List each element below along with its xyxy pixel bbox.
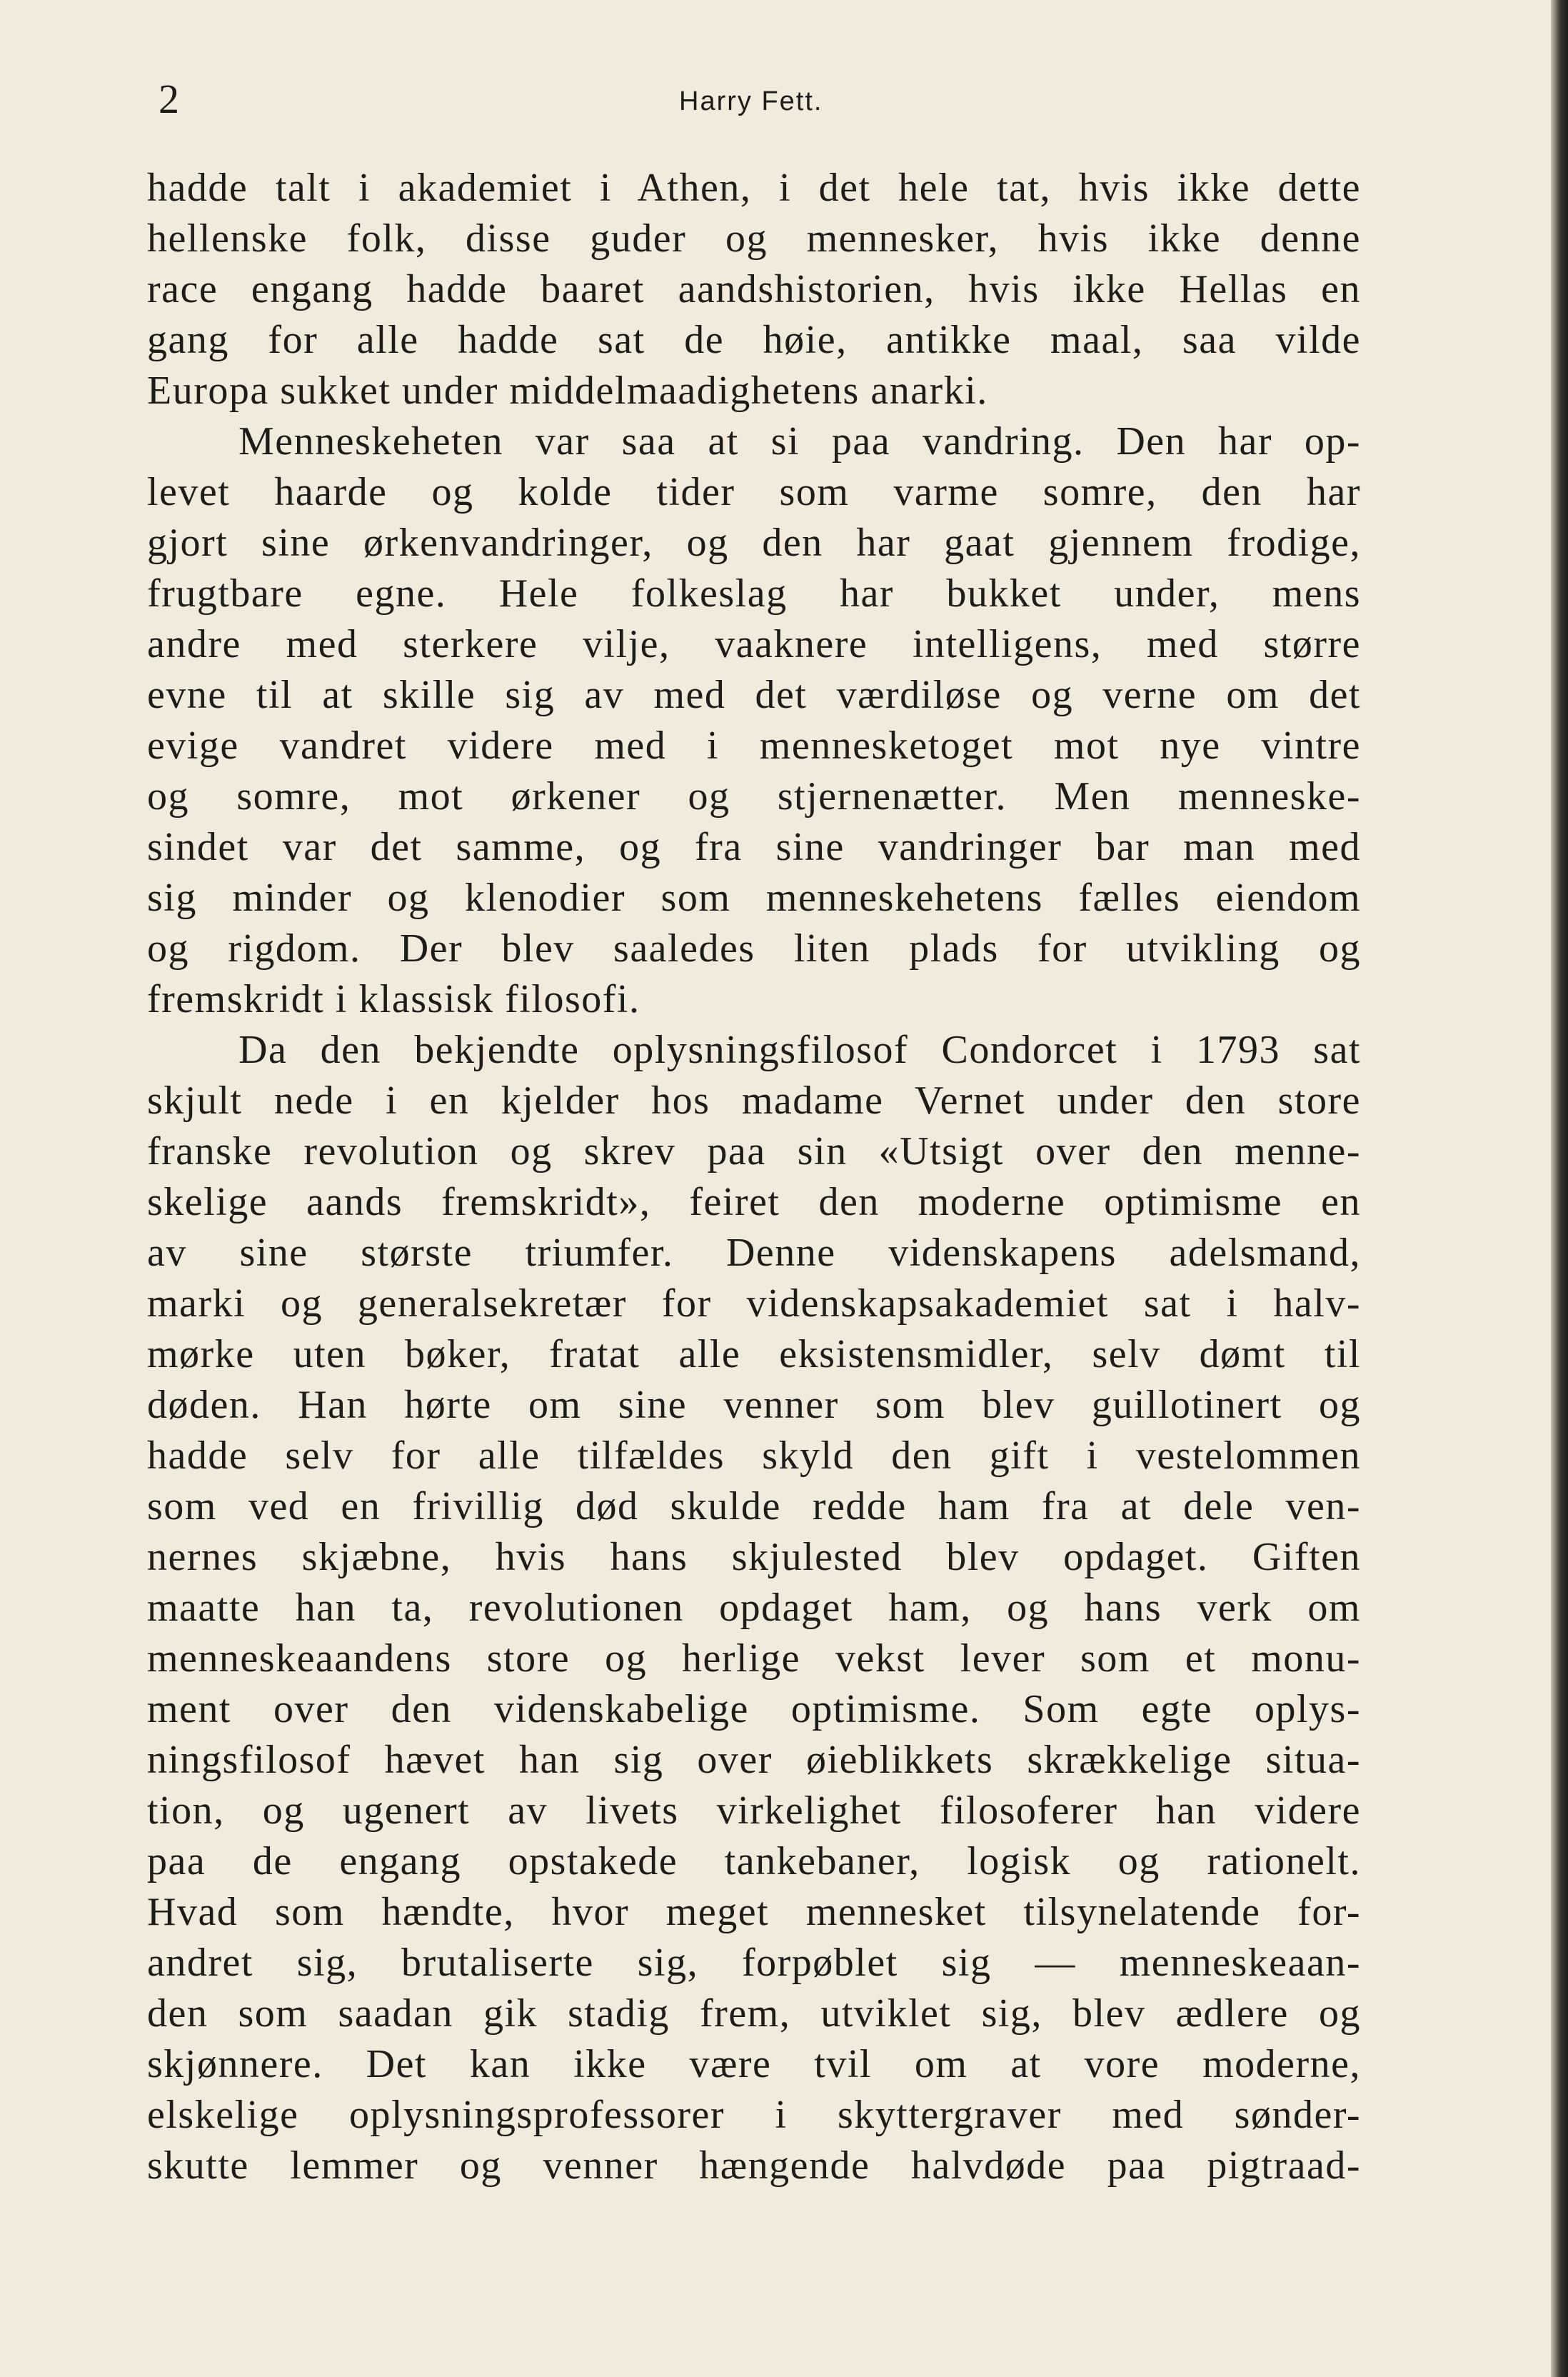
text-line: skjønnere. Det kan ikke være tvil om at vore moderne, — [147, 2042, 1361, 2086]
text-line: andre med sterkere vilje, vaaknere intelligens, med større — [147, 622, 1361, 666]
running-title: Harry Fett. — [679, 86, 823, 116]
text-line: skelige aands fremskridt», feiret den moderne optimisme en — [147, 1180, 1361, 1224]
text-line: og rigdom. Der blev saaledes liten plads for utvikling og — [147, 926, 1361, 971]
text-line: hadde talt i akademiet i Athen, i det hele tat, hvis ikke dette — [147, 166, 1361, 210]
text-line: døden. Han hørte om sine venner som blev guillotinert og — [147, 1383, 1361, 1427]
text-line: evne til at skille sig av med det værdiløse og verne om det — [147, 673, 1361, 717]
text-line: som ved en frivillig død skulde redde ham fra at dele ven- — [147, 1484, 1361, 1528]
text-line: andret sig, brutaliserte sig, forpøblet sig — menneskeaan- — [147, 1941, 1361, 1985]
text-line: og somre, mot ørkener og stjernenætter. Men menneske- — [147, 774, 1361, 819]
text-line: ningsfilosof hævet han sig over øieblikkets skrækkelige situa- — [147, 1738, 1361, 1782]
page-edge-shadow — [1551, 0, 1568, 2377]
text-line: hadde selv for alle tilfældes skyld den gift i vestelommen — [147, 1433, 1361, 1478]
text-line: Hvad som hændte, hvor meget mennesket tilsynelatende for- — [147, 1890, 1361, 1934]
text-line: fremskridt i klassisk filosofi. — [147, 977, 640, 1021]
text-line: levet haarde og kolde tider som varme somre, den har — [147, 470, 1361, 514]
text-line: franske revolution og skrev paa sin «Utsigt over den menne- — [147, 1129, 1361, 1174]
text-line: hellenske folk, disse guder og mennesker, hvis ikke denne — [147, 216, 1361, 261]
text-line: Menneskeheten var saa at si paa vandring. Den har op- — [238, 419, 1361, 464]
text-line: skutte lemmer og venner hængende halvdøde paa pigtraad- — [147, 2143, 1361, 2188]
text-line: den som saadan gik stadig frem, utviklet sig, blev ædlere og — [147, 1991, 1361, 2036]
text-line: paa de engang opstakede tankebaner, logisk og rationelt. — [147, 1839, 1361, 1883]
text-line: menneskeaandens store og herlige vekst lever som et monu- — [147, 1636, 1361, 1681]
text-line: Da den bekjendte oplysningsfilosof Condorcet i 1793 sat — [238, 1028, 1361, 1072]
text-line: sindet var det samme, og fra sine vandringer bar man med — [147, 825, 1361, 869]
text-line: evige vandret videre med i mennesketoget mot nye vintre — [147, 724, 1361, 768]
text-line: av sine største triumfer. Denne videnskapens adelsmand, — [147, 1231, 1361, 1275]
text-line: tion, og ugenert av livets virkelighet filosoferer han videre — [147, 1788, 1361, 1833]
text-line: nernes skjæbne, hvis hans skjulested blev opdaget. Giften — [147, 1535, 1361, 1579]
text-line: elskelige oplysningsprofessorer i skyttergraver med sønder- — [147, 2093, 1361, 2137]
page-number: 2 — [159, 76, 179, 122]
text-line: marki og generalsekretær for videnskapsakademiet sat i halv- — [147, 1281, 1361, 1326]
text-line: mørke uten bøker, fratat alle eksistensmidler, selv dømt til — [147, 1332, 1361, 1376]
text-line: skjult nede i en kjelder hos madame Vernet under den store — [147, 1079, 1361, 1123]
running-header — [147, 74, 1361, 124]
text-line: maatte han ta, revolutionen opdaget ham, og hans verk om — [147, 1586, 1361, 1630]
text-line: sig minder og klenodier som menneskehetens fælles eiendom — [147, 876, 1361, 920]
text-line: Europa sukket under middelmaadighetens anarki. — [147, 369, 988, 413]
body-text — [147, 163, 1361, 2191]
text-line: gjort sine ørkenvandringer, og den har gaat gjennem frodige, — [147, 521, 1361, 565]
text-line: race engang hadde baaret aandshistorien, hvis ikke Hellas en — [147, 267, 1361, 311]
text-line: gang for alle hadde sat de høie, antikke maal, saa vilde — [147, 318, 1361, 362]
text-line: frugtbare egne. Hele folkeslag har bukket under, mens — [147, 571, 1361, 616]
text-line: ment over den videnskabelige optimisme. Som egte oplys- — [147, 1687, 1361, 1731]
